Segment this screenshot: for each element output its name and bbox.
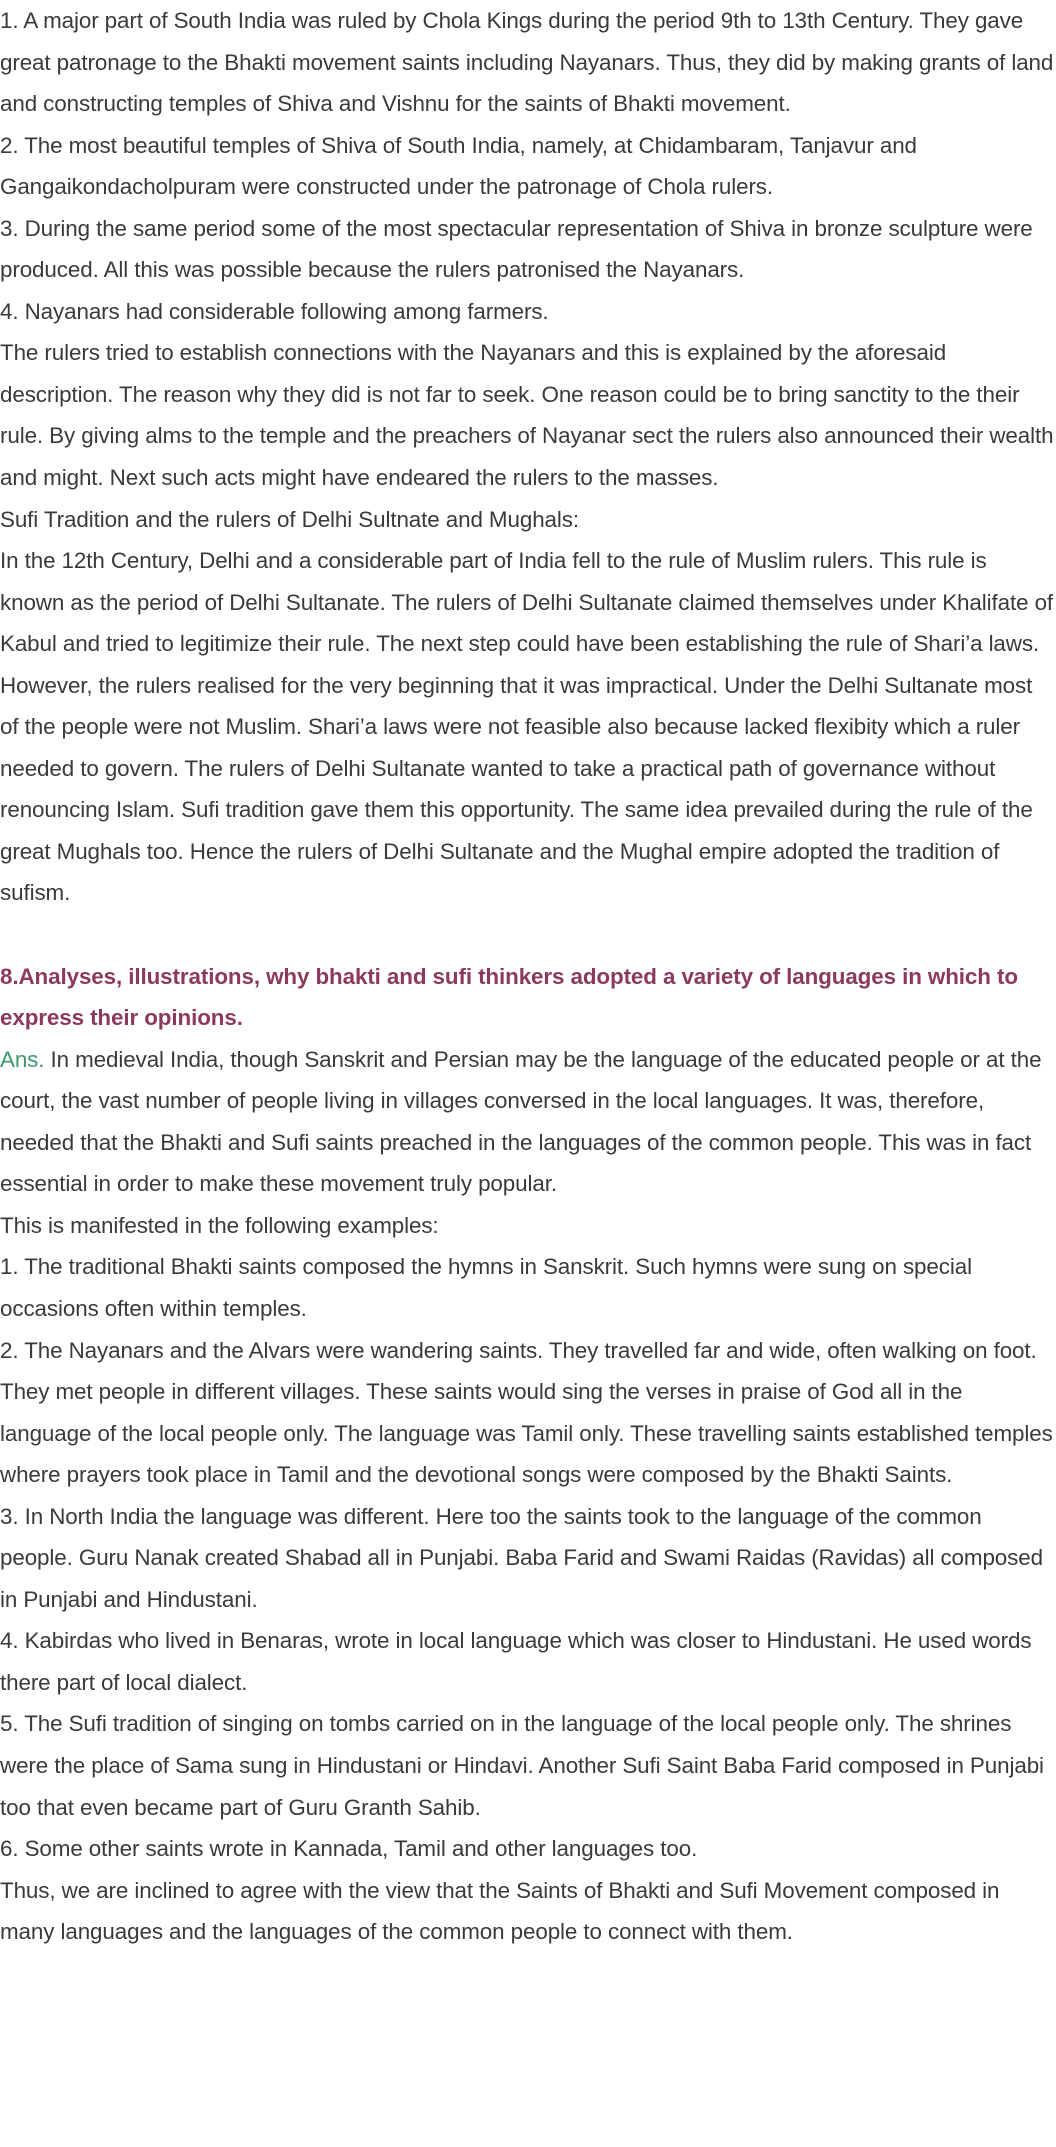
conclusion: Thus, we are inclined to agree with the view that the Saints of Bhakti and Sufi Movement composed in many languages and the languages of the common people to connect with them. <box>0 1877 1000 1945</box>
list-item: 1. The traditional Bhakti saints composed the hymns in Sanskrit. Such hymns were sung on special occasions often within temples. <box>0 1254 972 1321</box>
paragraph: This is manifested in the following examples: <box>0 1212 439 1238</box>
answer-intro <box>0 1039 1056 1205</box>
paragraph: 2. The most beautiful temples of Shiva of South India, namely, at Chidambaram, Tanjavur and Gangaikondacholpuram were constructed under the patronage of Chola rulers. <box>0 132 917 200</box>
paragraph: 4. Nayanars had considerable following among farmers. <box>0 298 549 324</box>
list-item: 6. Some other saints wrote in Kannada, Tamil and other languages too. <box>0 1836 698 1862</box>
blank-line <box>0 914 1056 956</box>
paragraph: 3. During the same period some of the most spectacular representation of Shiva in bronze sculpture were produced. All this was possible because the rulers patronised the Nayanars. <box>0 215 1033 283</box>
list-item: 3. In North India the language was different. Here too the saints took to the language of the common people. Guru Nanak created Shabad all in Punjabi. Baba Farid and Swami Raidas (Ravidas) all composed in Punjabi and Hindustani. <box>0 1503 1043 1612</box>
paragraph: The rulers tried to establish connections with the Nayanars and this is explained by the aforesaid description. The reason why they did is not far to seek. One reason could be to bring sanctity to the their rule. By giving alms to the temple and the preachers of Nayanar sect the rulers also announced their wealth and might. Next such acts might have endeared the rulers to the masses. <box>0 340 1054 491</box>
paragraph: 1. A major part of South India was ruled by Chola Kings during the period 9th to 13th Century. They gave great patronage to the Bhakti movement saints including Nayanars. Thus, they did by making grants of land and constructing temples of Shiva and Vishnu for the saints of Bhakti movement. <box>0 8 1054 117</box>
section-subheading: Sufi Tradition and the rulers of Delhi Sultnate and Mughals: <box>0 506 579 532</box>
list-item: 5. The Sufi tradition of singing on tombs carried on in the language of the local people only. The shrines were the place of Sama sung in Hindustani or Hindavi. Another Sufi Saint Baba Farid composed in Punjabi too that even became part of Guru Granth Sahib. <box>0 1711 1044 1820</box>
list-item: 2. The Nayanars and the Alvars were wandering saints. They travelled far and wide, often walking on foot. They met people in different villages. These saints would sing the verses in praise of God all in the language of the local people only. The language was Tamil only. These travelling saints established temples where prayers took place in Tamil and the devotional songs were composed by the Bhakti Saints. <box>0 1337 1053 1488</box>
answer-intro-text: In medieval India, though Sanskrit and Persian may be the language of the educated people or at the court, the vast number of people living in villages conversed in the local languages. It was, therefore, needed that the Bhakti and Sufi saints preached in the languages of the common people. This was in fact essential in order to make these movement truly popular. <box>0 1046 1042 1197</box>
answer-label: Ans. <box>0 1046 45 1072</box>
list-item: 4. Kabirdas who lived in Benaras, wrote in local language which was closer to Hindustani. He used words there part of local dialect. <box>0 1628 1032 1695</box>
paragraph: In the 12th Century, Delhi and a considerable part of India fell to the rule of Muslim rulers. This rule is known as the period of Delhi Sultanate. The rulers of Delhi Sultanate claimed themselves under Khalifate of Kabul and tried to legitimize their rule. The next step could have been establishing the rule of Shari’a laws. However, the rulers realised for the very beginning that it was impractical. Under the Delhi Sultanate most of the people were not Muslim. Shari’a laws were not feasible also because lacked flexibity which a ruler needed to govern. The rulers of Delhi Sultanate wanted to take a practical path of governance without renouncing Islam. Sufi tradition gave them this opportunity. The same idea prevailed during the rule of the great Mughals too. Hence the rulers of Delhi Sultanate and the Mughal empire adopted the tradition of sufism. <box>0 548 1054 906</box>
question-heading: 8.Analyses, illustrations, why bhakti and sufi thinkers adopted a variety of languages in which to express their opinions. <box>0 963 1018 1031</box>
